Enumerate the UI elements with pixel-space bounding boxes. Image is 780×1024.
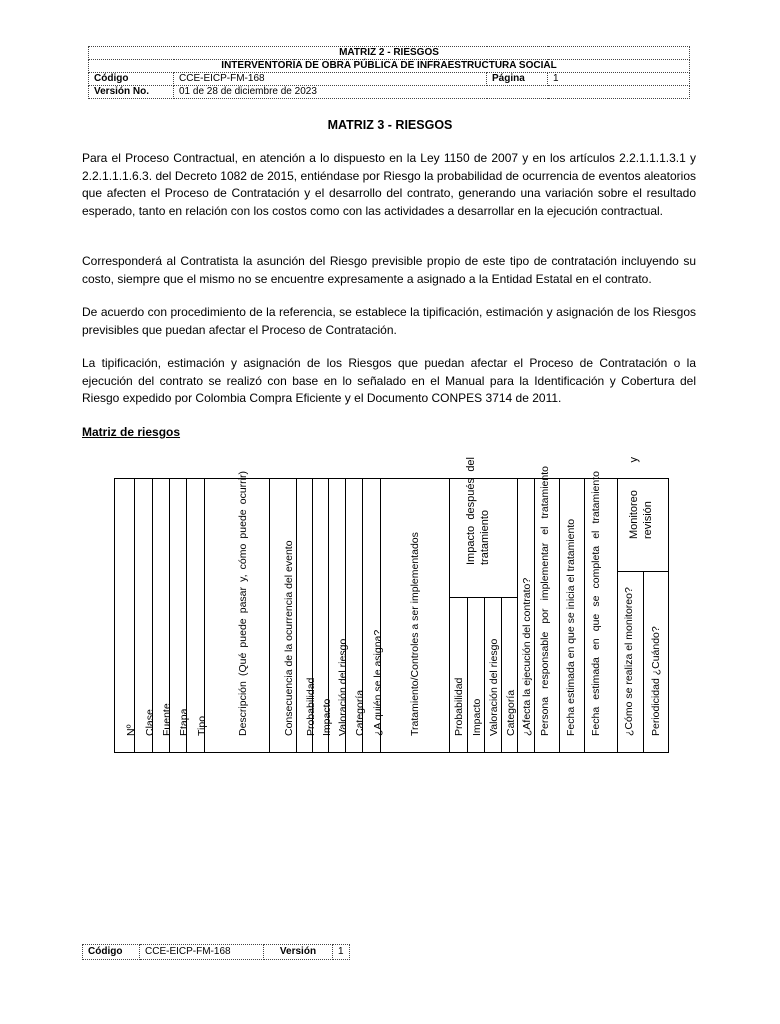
subcol-probabilidad: Probabilidad (453, 677, 465, 736)
document-header-table (88, 46, 690, 99)
risk-matrix (114, 457, 669, 753)
matrix-title: Matriz de riesgos (82, 425, 181, 439)
footer-version-label: Versión (264, 945, 333, 960)
col-afecta: ¿Afecta la ejecución del contrato? (517, 479, 534, 752)
codigo-value: CCE-EICP-FM-168 (174, 73, 487, 86)
header-line2: INTERVENTORÍA DE OBRA PÚBLICA DE INFRAESTRUCTURA SOCIAL (89, 60, 690, 73)
version-label: Versión No. (89, 86, 174, 99)
page-title: MATRIZ 3 - RIESGOS (327, 118, 453, 132)
col-impacto: Impacto (312, 479, 328, 752)
codigo-label: Código (89, 73, 174, 86)
paragraph-3: De acuerdo con procedimiento de la referencia, se establece la tipificación, estimación y asignación de los Riesgos previsibles que puedan afectar el Proceso de Contratación. (82, 305, 696, 337)
col-no: Nº (124, 724, 137, 736)
col-fecha-completa: Fecha estimada en que se completa el tratamiento (584, 479, 617, 752)
col-probabilidad: Probabilidad (296, 479, 312, 752)
footer-codigo-label: Código (83, 945, 140, 960)
paragraph-1: Para el Proceso Contractual, en atención a lo dispuesto en la Ley 1150 de 2007 y en los artículos 2.2.1.1.1.3.1 y 2.2.1.1.1.6.3. del Decreto 1082 de 2015, entiéndase por Riesgo la probabilidad de ocurrencia de eventos aleatorios que afecten el Proceso de Contratación y el desarrollo del contrato, generando una variación sobre el resultado esperado, tanto en relación con los costos como con las actividades a desarrollar en la ejecución contractual. (82, 151, 696, 218)
monitoreo-header: Monitoreo y revisión (628, 457, 654, 539)
col-valoracion: Valoración del riesgo (328, 479, 345, 752)
col-fuente: Fuente (152, 479, 169, 752)
pagina-value: 1 (548, 73, 690, 86)
subcol-periodicidad: Periodicidad ¿Cuándo? (643, 572, 670, 752)
col-clase: Clase (134, 479, 152, 752)
footer-codigo-value: CCE-EICP-FM-168 (140, 945, 264, 960)
subcol-valoracion: Valoración del riesgo (484, 598, 502, 752)
col-tratamiento: Tratamiento/Controles a ser implementados (380, 479, 449, 752)
col-fecha-inicio: Fecha estimada en que se inicia el tratamiento (559, 479, 584, 752)
col-asignado: ¿A quién se le asigna? (362, 479, 380, 752)
col-tipo: Tipo (186, 479, 204, 752)
paragraph-2: Corresponderá al Contratista la asunción del Riesgo previsible propio de este tipo de contratación incluyendo su costo, siempre que el mismo no se encuentre expresamente a asignado a la Entidad Estatal en el contrato. (82, 254, 696, 286)
col-consecuencia: Consecuencia de la ocurrencia del evento (269, 479, 296, 752)
col-monitoreo (617, 457, 668, 752)
paragraph-4: La tipificación, estimación y asignación de los Riesgos que puedan afectar el Proceso de Contratación o la ejecución del contrato se realizó con base en lo señalado en el Manual para la Identificación y Cobertura del Riesgo expedido por Colombia Compra Eficiente y el Documento CONPES 3714 de 2011. (82, 356, 696, 405)
subcol-categoria: Categoría (501, 598, 519, 752)
subcol-impacto: Impacto (467, 598, 485, 752)
header-line1: MATRIZ 2 - RIESGOS (89, 47, 690, 60)
col-impacto-despues (449, 457, 517, 752)
col-descripcion: Descripción (Qué puede pasar y, cómo puede ocurrir) (204, 479, 269, 752)
subcol-como: ¿Cómo se realiza el monitoreo? (623, 587, 635, 736)
col-persona: Persona responsable por implementar el tratamiento (534, 479, 559, 752)
version-value: 01 de 28 de diciembre de 2023 (174, 86, 690, 99)
document-footer-table (82, 944, 350, 960)
col-categoria: Categoría (345, 479, 362, 752)
impacto-despues-header: Impacto después del tratamiento (465, 457, 491, 565)
footer-version-value: 1 (333, 945, 350, 960)
pagina-label: Página (487, 73, 548, 86)
col-etapa: Etapa (169, 479, 186, 752)
